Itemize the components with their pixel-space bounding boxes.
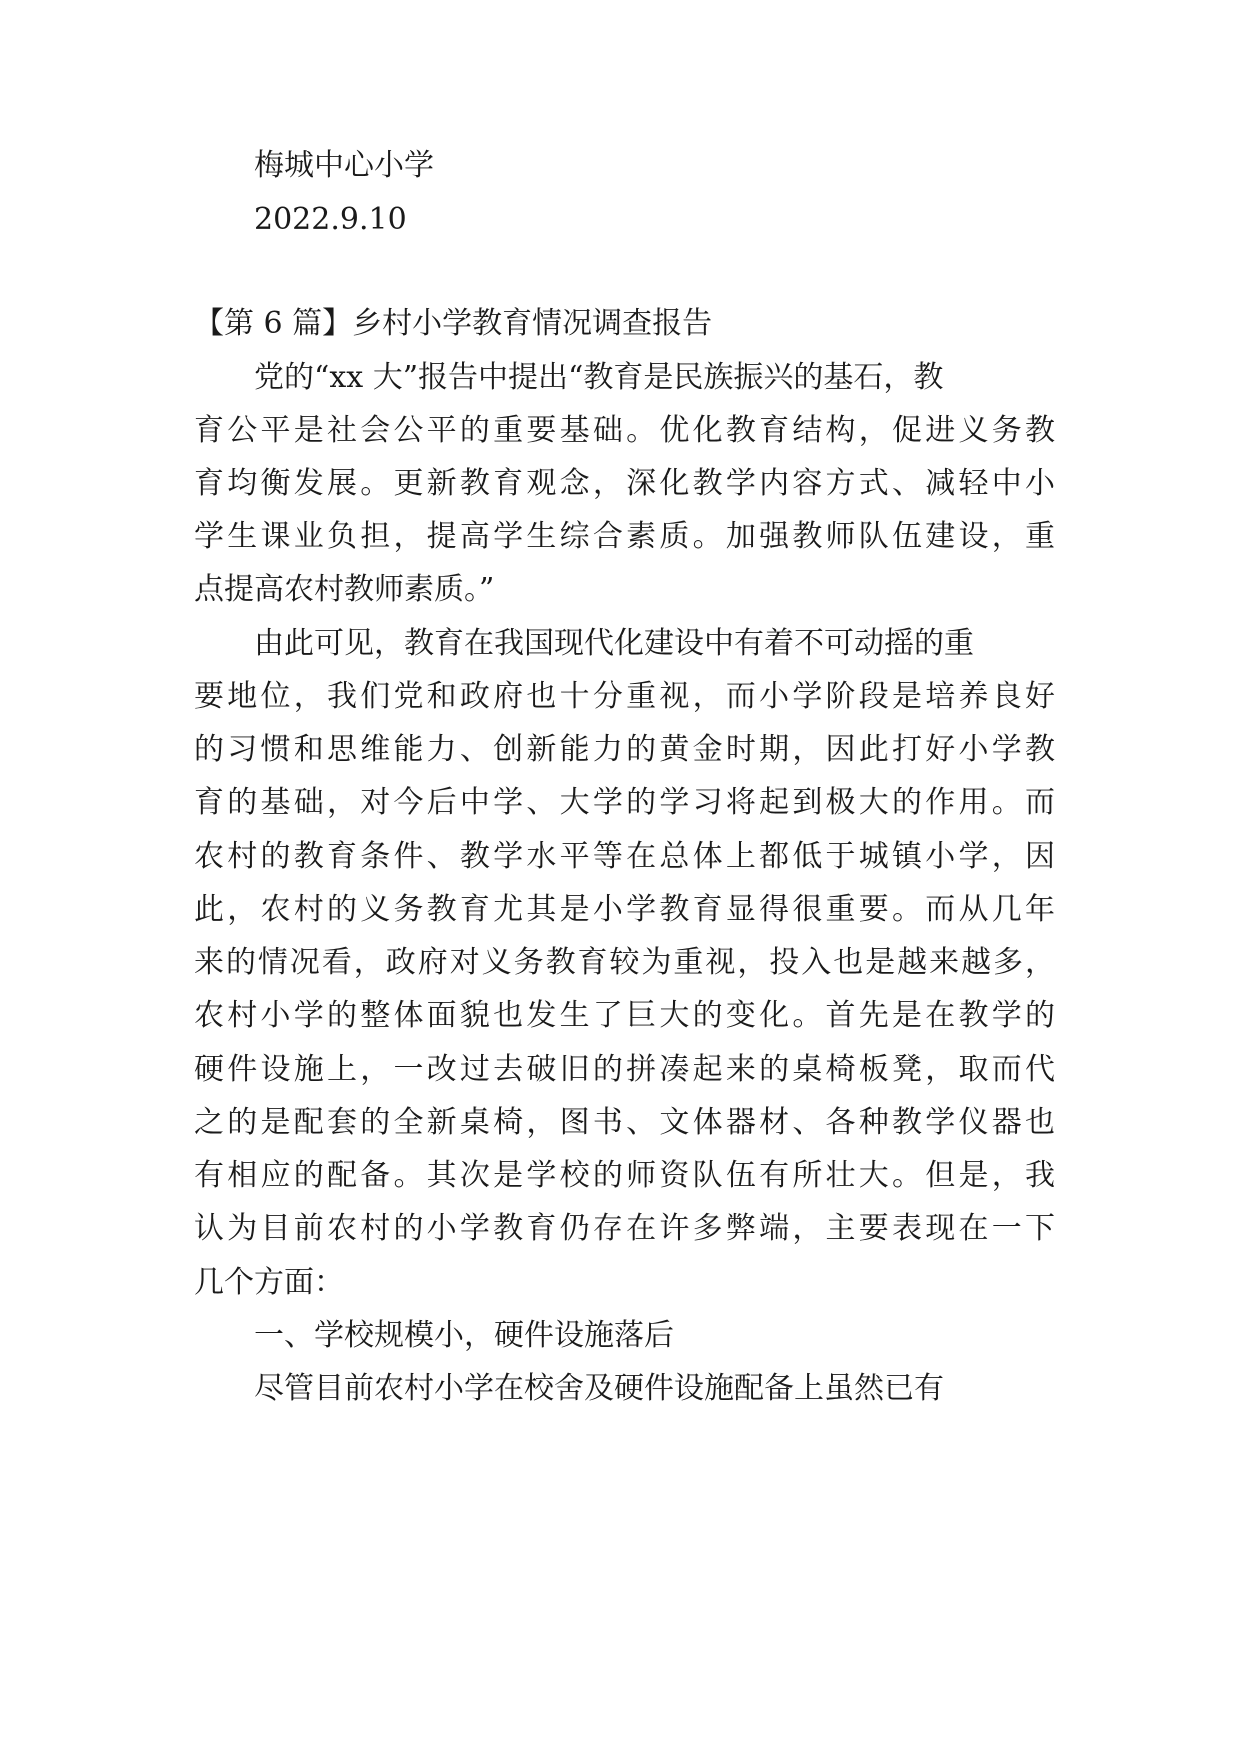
paragraph-line: 之的是配套的全新桌椅，图书、文体器材、各种教学仪器也 [194,1105,1055,1140]
paragraph-line: 学生课业负担，提高学生综合素质。加强教师队伍建设，重 [194,519,1055,554]
paragraph-line: 党的“xx 大”报告中提出“教育是民族振兴的基石，教 [254,360,944,395]
paragraph-line: 要地位，我们党和政府也十分重视，而小学阶段是培养良好 [194,679,1055,714]
paragraph-line: 农村小学的整体面貌也发生了巨大的变化。首先是在教学的 [194,998,1055,1033]
paragraph-line: 有相应的配备。其次是学校的师资队伍有所壮大。但是，我 [194,1158,1055,1193]
signature-org: 梅城中心小学 [254,148,434,183]
paragraph-line: 来的情况看，政府对义务教育较为重视，投入也是越来越多， [194,945,1055,980]
paragraph-line: 的习惯和思维能力、创新能力的黄金时期，因此打好小学教 [194,732,1055,767]
paragraph-line: 育公平是社会公平的重要基础。优化教育结构，促进义务教 [194,413,1055,448]
article-title: 【第 6 篇】乡村小学教育情况调查报告 [194,306,713,341]
paragraph-line: 此，农村的义务教育尤其是小学教育显得很重要。而从几年 [194,892,1055,927]
paragraph-line: 点提高农村教师素质。” [194,572,495,607]
paragraph-line: 硬件设施上，一改过去破旧的拼凑起来的桌椅板凳，取而代 [194,1052,1055,1087]
paragraph-line: 农村的教育条件、教学水平等在总体上都低于城镇小学，因 [194,839,1055,874]
paragraph-line: 育的基础，对今后中学、大学的学习将起到极大的作用。而 [194,785,1055,820]
paragraph-line: 几个方面： [194,1265,344,1300]
paragraph-line: 育均衡发展。更新教育观念，深化教学内容方式、减轻中小 [194,466,1055,501]
paragraph-line: 认为目前农村的小学教育仍存在许多弊端，主要表现在一下 [194,1211,1055,1246]
signature-date: 2022.9.10 [254,202,407,237]
paragraph-line: 尽管目前农村小学在校舍及硬件设施配备上虽然已有 [254,1371,944,1406]
paragraph-line: 由此可见，教育在我国现代化建设中有着不可动摇的重 [254,626,974,661]
section-heading: 一、学校规模小，硬件设施落后 [254,1318,674,1353]
